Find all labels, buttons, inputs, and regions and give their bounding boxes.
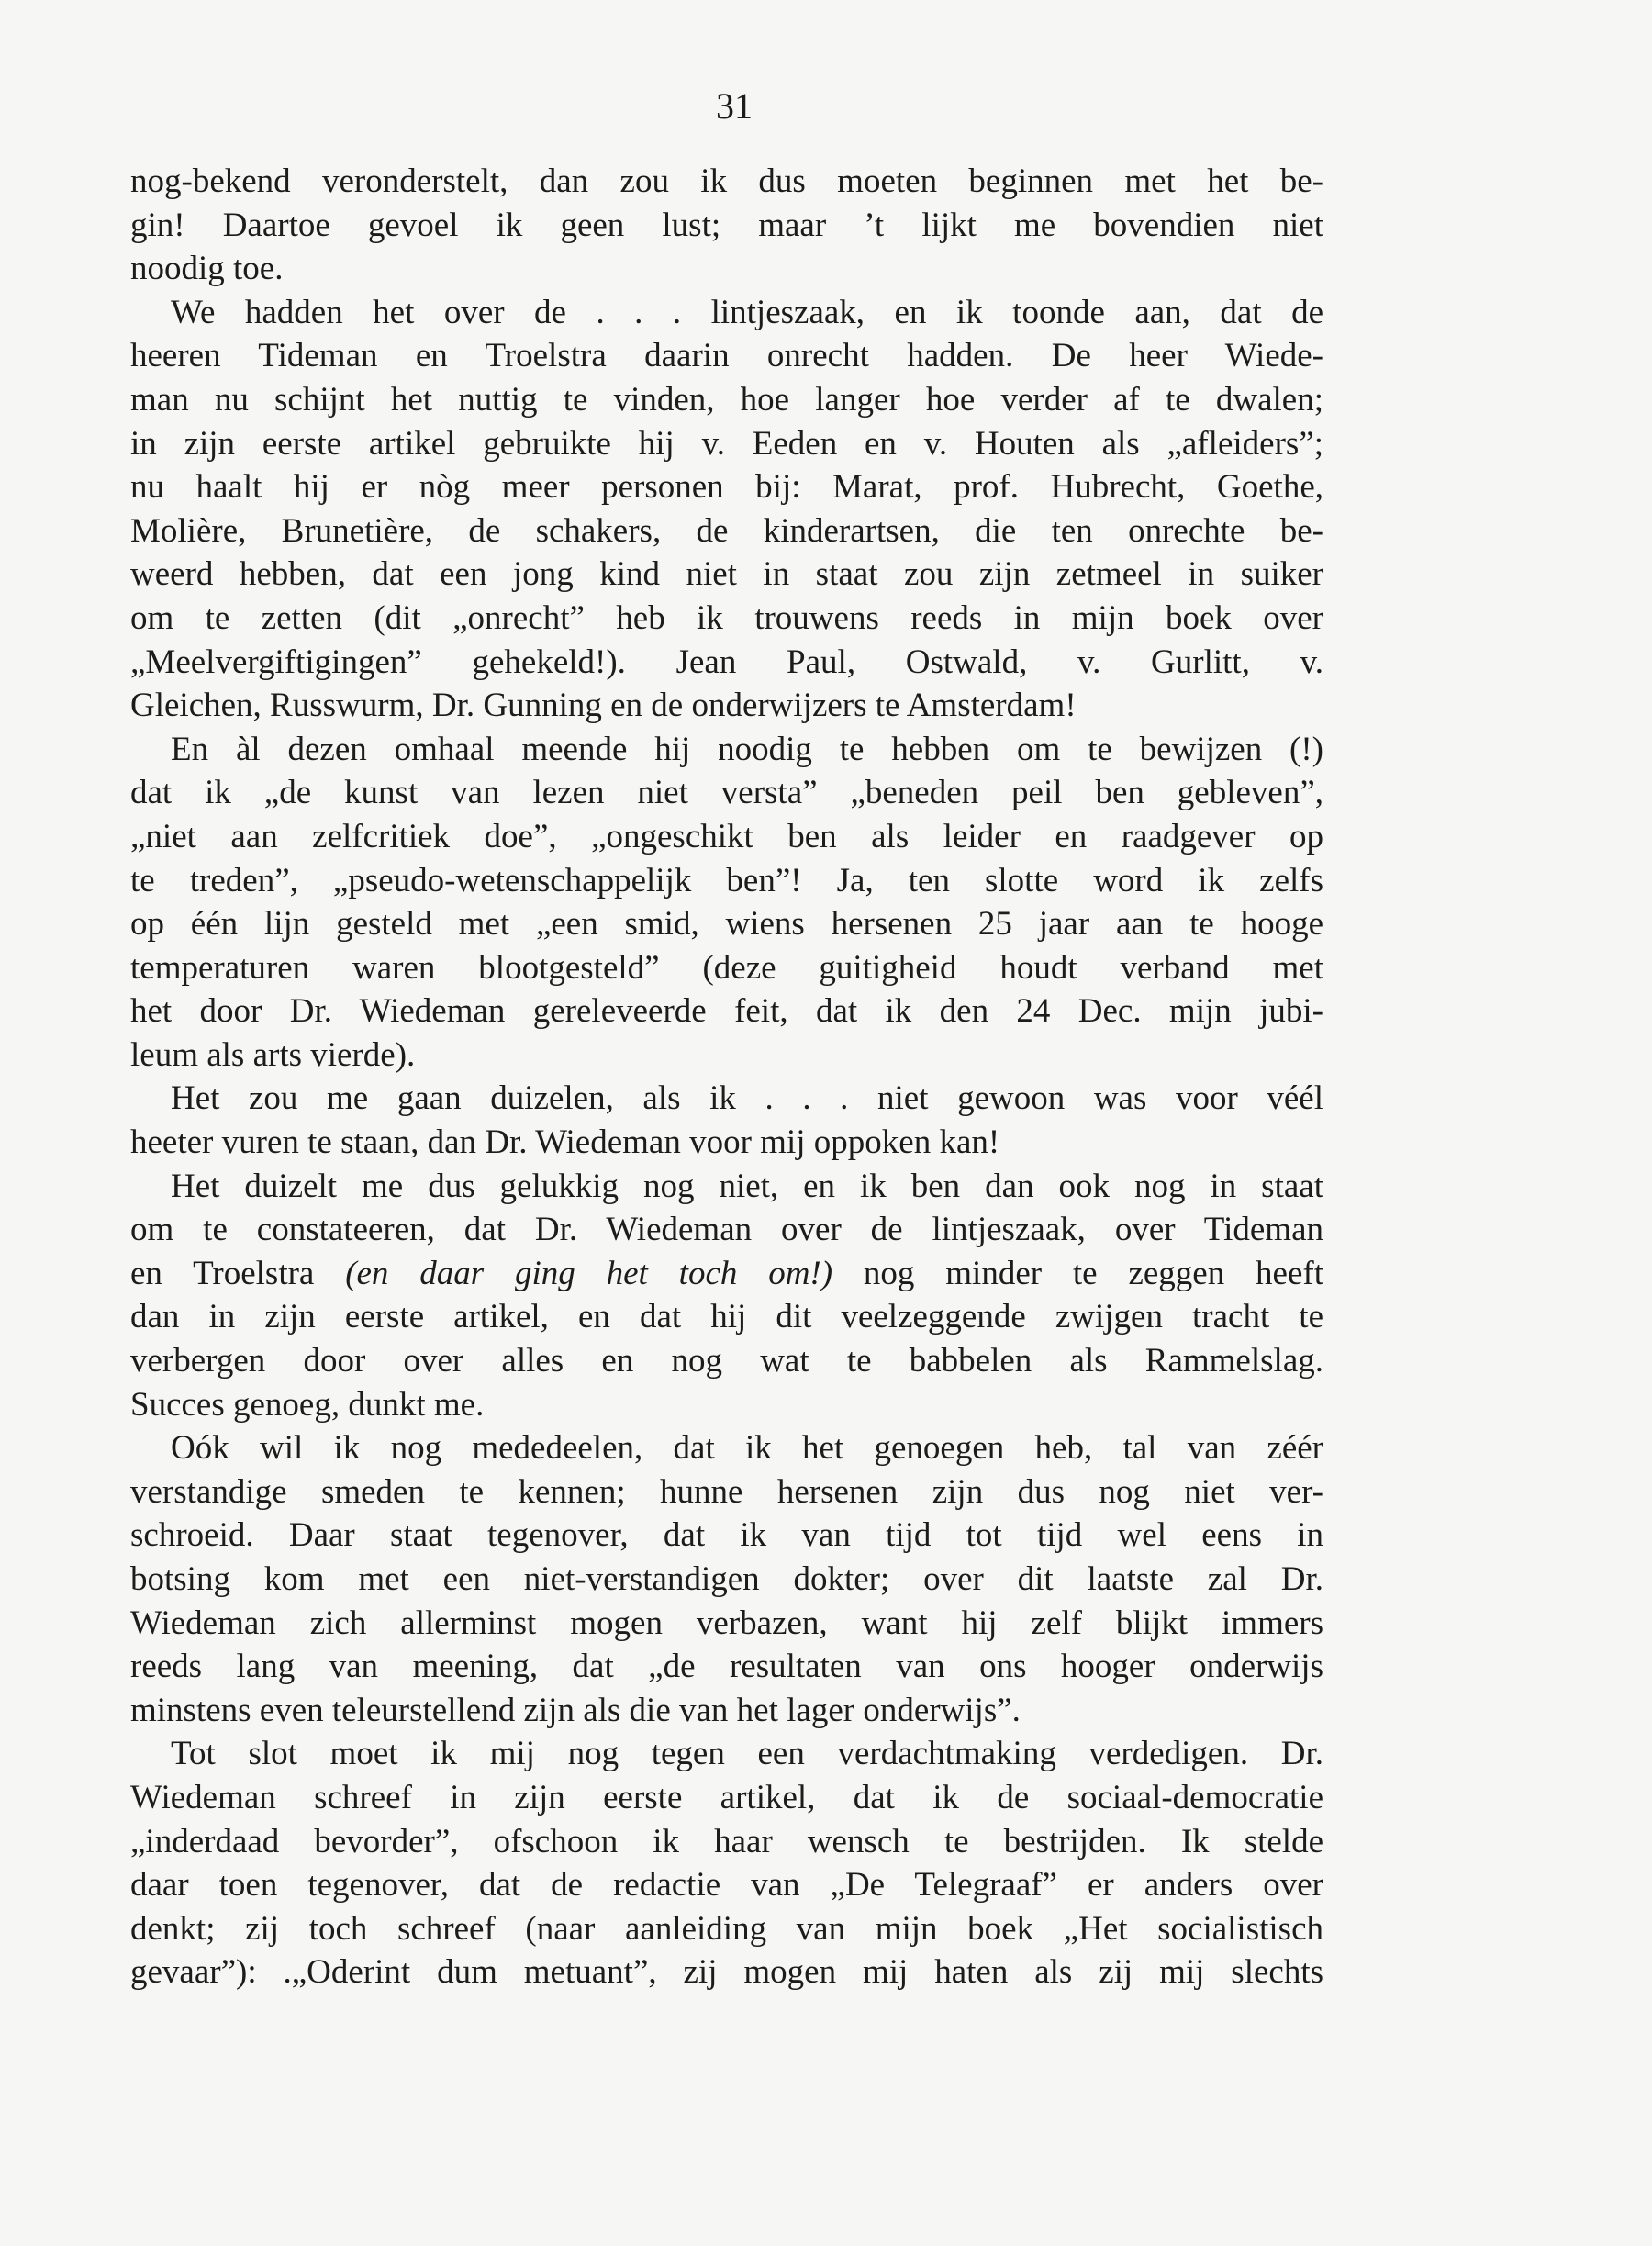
paragraph-5 <box>130 1165 1323 1427</box>
text-line: Het duizelt me dus gelukkig nog niet, en ik ben dan ook nog in staat <box>171 1167 1323 1205</box>
text-line: leum als arts vierde). <box>130 1035 416 1074</box>
text-line: minstens even teleurstellend zijn als die van het lager onderwijs”. <box>130 1691 1021 1729</box>
paragraph-2 <box>130 291 1323 728</box>
text-line: man nu schijnt het nuttig te vinden, hoe langer hoe verder af te dwalen; <box>130 380 1323 419</box>
page-number: 31 <box>716 85 753 127</box>
text-line: te treden”, „pseudo-wetenschappelijk ben”! Ja, ten slotte word ik zelfs <box>130 861 1323 900</box>
text-line: dan in zijn eerste artikel, en dat hij dit veelzeggende zwijgen tracht te <box>130 1298 1323 1336</box>
text-line: op één lijn gesteld met „een smid, wiens hersenen 25 jaar aan te hooge <box>130 905 1323 944</box>
text-line: Tot slot moet ik mij nog tegen een verdachtmaking verdedigen. Dr. <box>171 1735 1323 1773</box>
paragraph-4 <box>130 1077 1323 1164</box>
text-line: om te zetten (dit „onrecht” heb ik trouwens reeds in mijn boek over <box>130 598 1323 637</box>
body-text <box>130 160 1323 1995</box>
text-line: nog-bekend veronderstelt, dan zou ik dus moeten beginnen met het be- <box>130 162 1323 200</box>
text-line: noodig toe. <box>130 250 284 288</box>
text-segment: en Troelstra <box>130 1254 346 1292</box>
text-line: Molière, Brunetière, de schakers, de kinderartsen, die ten onrechte be- <box>130 511 1323 550</box>
text-line: Wiedeman zich allerminst mogen verbazen, want hij zelf blijkt immers <box>130 1603 1323 1642</box>
text-line: verbergen door over alles en nog wat te babbelen als Rammelslag. <box>130 1342 1323 1380</box>
text-line: heeter vuren te staan, dan Dr. Wiedeman voor mij oppoken kan! <box>130 1123 1000 1162</box>
paragraph-6 <box>130 1426 1323 1732</box>
text-line: gin! Daartoe gevoel ik geen lust; maar ’t lijkt me bovendien niet <box>130 206 1323 244</box>
text-line: in zijn eerste artikel gebruikte hij v. Eeden en v. Houten als „afleiders”; <box>130 424 1323 463</box>
text-line: dat ik „de kunst van lezen niet versta” „beneden peil ben gebleven”, <box>130 774 1323 812</box>
text-line: „Meelvergiftigingen” gehekeld!). Jean Paul, Ostwald, v. Gurlitt, v. <box>130 643 1323 681</box>
paragraph-1 <box>130 160 1323 291</box>
text-line: schroeid. Daar staat tegenover, dat ik van tijd tot tijd wel eens in <box>130 1516 1323 1555</box>
text-line: nu haalt hij er nòg meer personen bij: Marat, prof. Hubrecht, Goethe, <box>130 468 1323 507</box>
text-line: denkt; zij toch schreef (naar aanleiding van mijn boek „Het socialistisch <box>130 1909 1323 1948</box>
text-line: We hadden het over de . . . lintjeszaak, en ik toonde aan, dat de <box>171 293 1323 331</box>
italic-segment: (en daar ging het toch om!) <box>345 1254 833 1292</box>
paragraph-7 <box>130 1732 1323 1995</box>
text-line: Succes genoeg, dunkt me. <box>130 1385 485 1424</box>
text-line: gevaar”): .„Oderint dum metuant”, zij mogen mij haten als zij mij slechts <box>130 1953 1323 1992</box>
text-line: temperaturen waren blootgesteld” (deze guitigheid houdt verband met <box>130 948 1323 987</box>
text-line: En àl dezen omhaal meende hij noodig te hebben om te bewijzen (!) <box>171 730 1323 768</box>
text-line: Oók wil ik nog mededeelen, dat ik het genoegen heb, tal van zéér <box>171 1429 1323 1468</box>
text-line: botsing kom met een niet-verstandigen dokter; over dit laatste zal Dr. <box>130 1560 1323 1598</box>
text-line: „niet aan zelfcritiek doe”, „ongeschikt ben als leider en raadgever op <box>130 817 1323 855</box>
text-line: daar toen tegenover, dat de redactie van „De Telegraaf” er anders over <box>130 1866 1323 1905</box>
text-line: Gleichen, Russwurm, Dr. Gunning en de onderwijzers te Amsterdam! <box>130 687 1077 725</box>
text-line: weerd hebben, dat een jong kind niet in staat zou zijn zetmeel in suiker <box>130 555 1323 594</box>
text-segment: nog minder te zeggen heeft <box>832 1254 1323 1292</box>
text-line: heeren Tideman en Troelstra daarin onrecht hadden. De heer Wiede- <box>130 337 1323 375</box>
text-line: Het zou me gaan duizelen, als ik . . . niet gewoon was voor véél <box>171 1079 1323 1118</box>
text-line: het door Dr. Wiedeman gereleveerde feit, dat ik den 24 Dec. mijn jubi- <box>130 992 1323 1031</box>
text-line: Wiedeman schreef in zijn eerste artikel, dat ik de sociaal-democratie <box>130 1778 1323 1816</box>
text-line: verstandige smeden te kennen; hunne hersenen zijn dus nog niet ver- <box>130 1472 1323 1511</box>
text-line: om te constateeren, dat Dr. Wiedeman over de lintjeszaak, over Tideman <box>130 1211 1323 1249</box>
text-line: reeds lang van meening, dat „de resultaten van ons hooger onderwijs <box>130 1648 1323 1686</box>
text-line: „inderdaad bevorder”, ofschoon ik haar wensch te bestrijden. Ik stelde <box>130 1822 1323 1860</box>
paragraph-3 <box>130 728 1323 1078</box>
text-line-with-italic <box>130 1252 1323 1296</box>
